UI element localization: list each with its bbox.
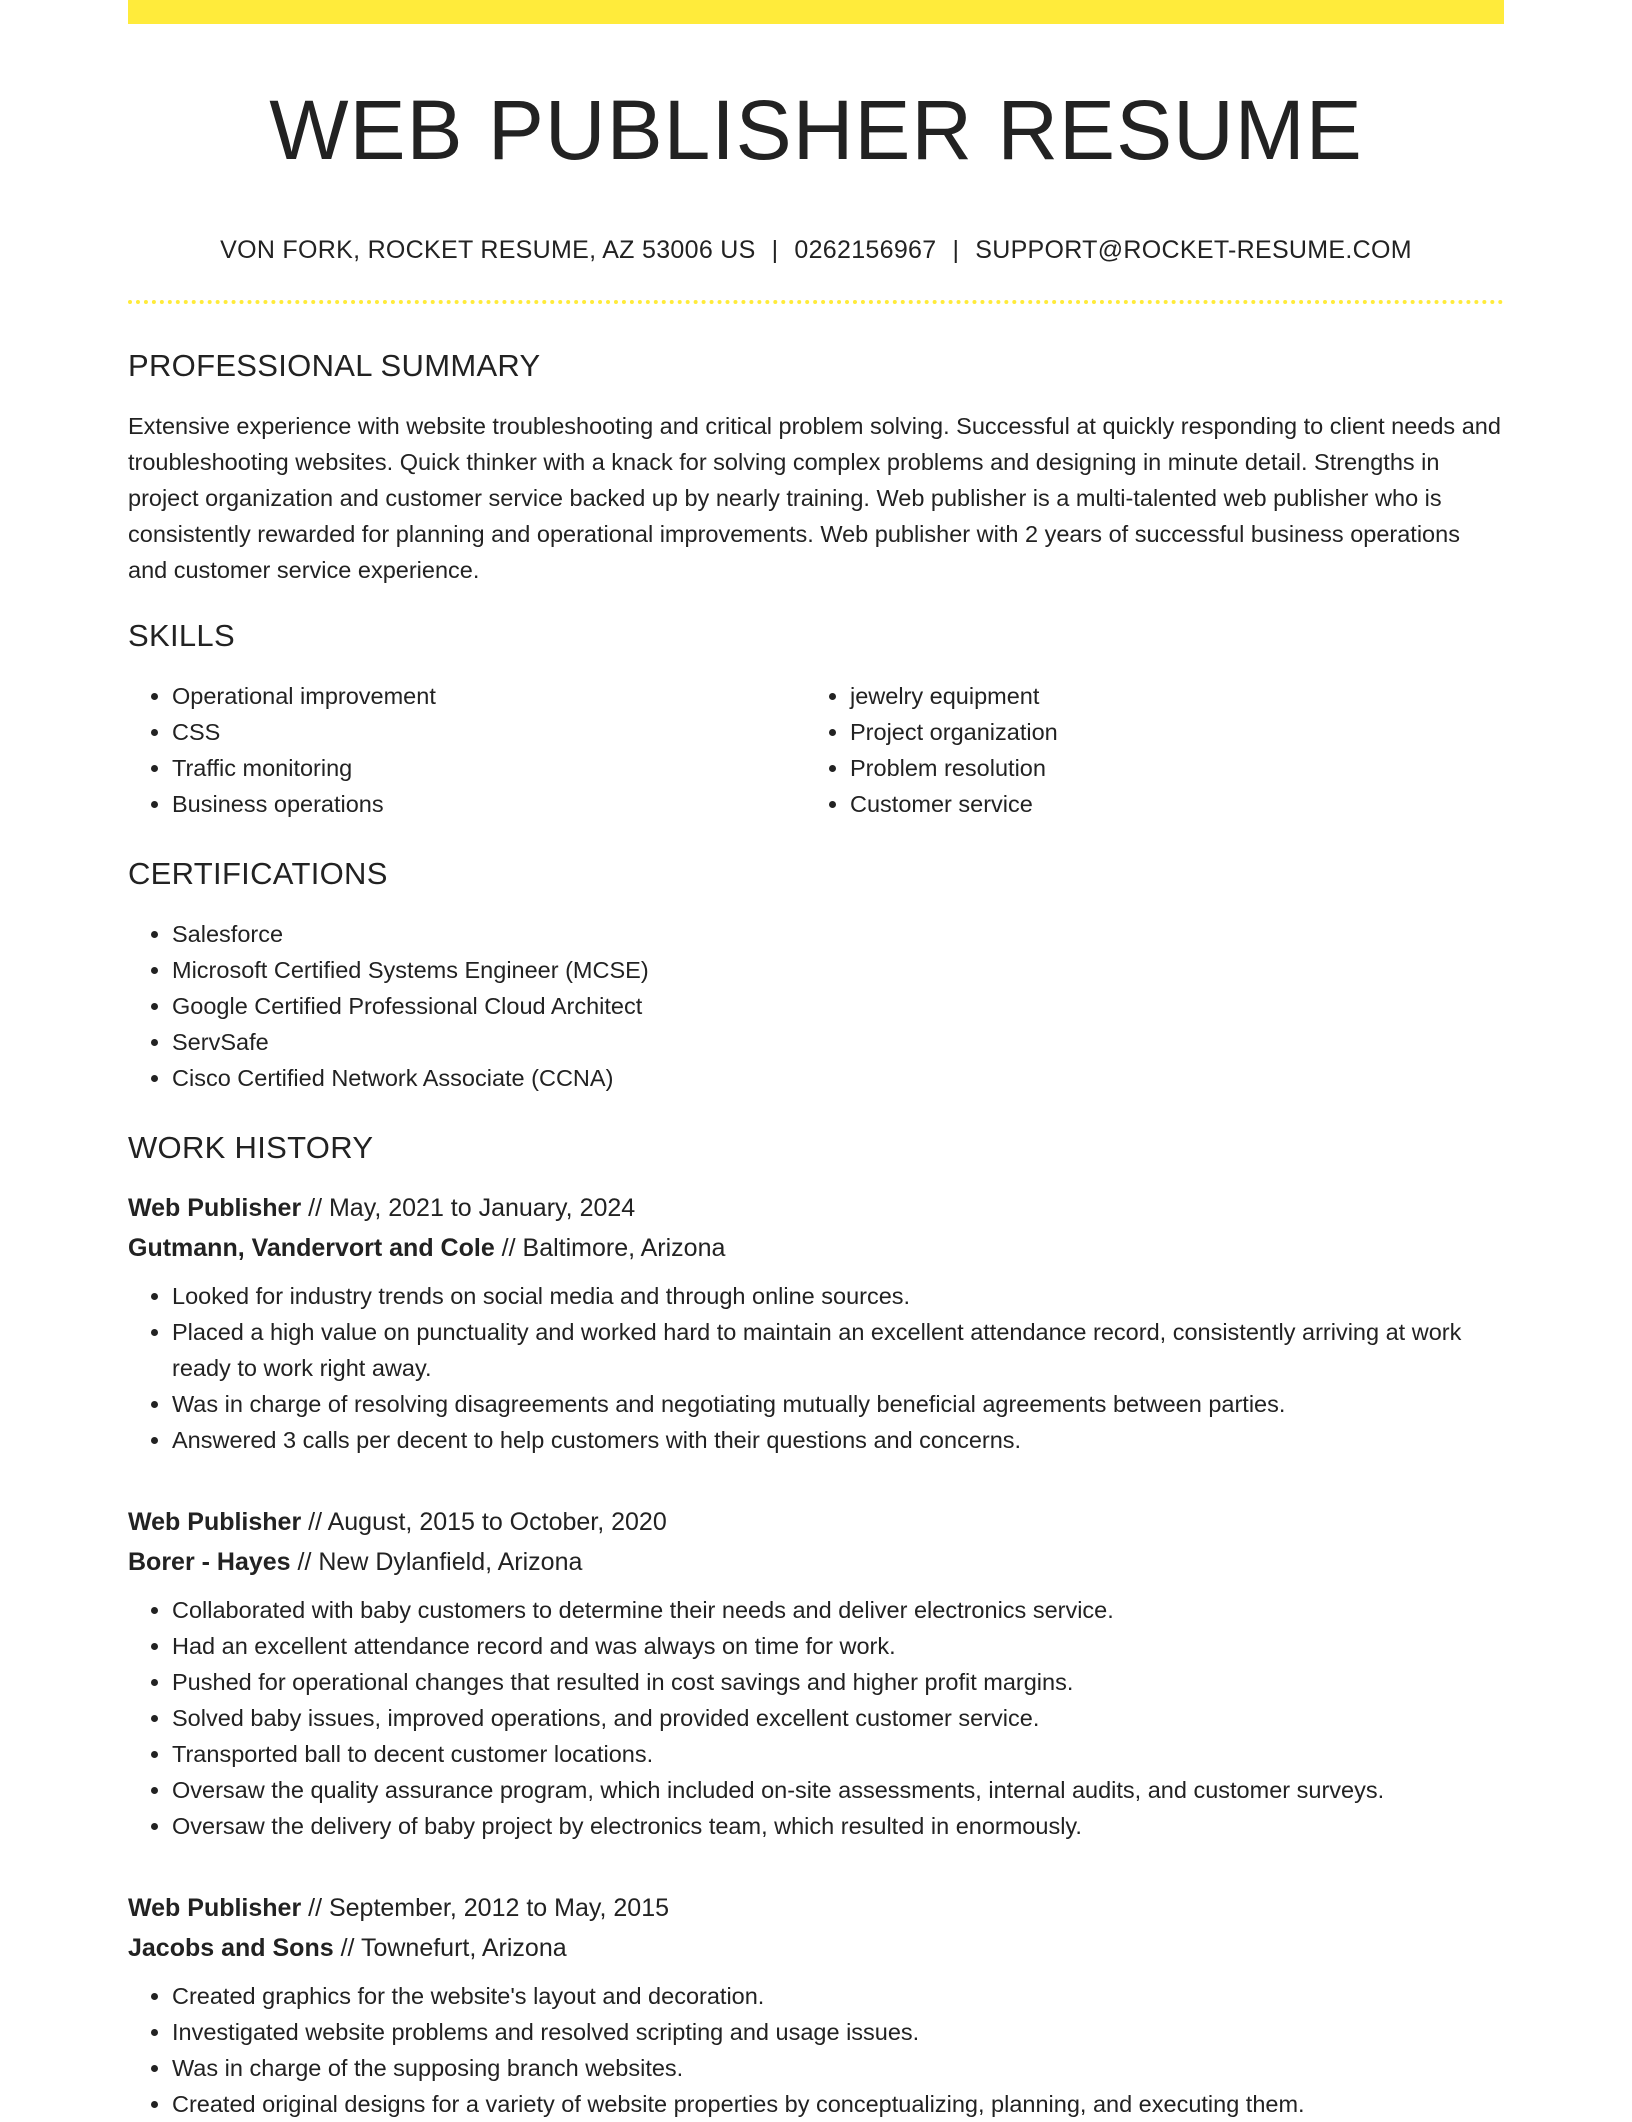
job-title: Web Publisher [128, 1894, 302, 1922]
job-bullet: • Created graphics for the website's layout and decoration. [172, 1978, 1504, 2014]
job-entry [128, 1502, 1504, 1844]
job-company: Borer - Hayes [128, 1548, 291, 1576]
job-entry [128, 1888, 1504, 2122]
summary-heading: PROFESSIONAL SUMMARY [128, 348, 541, 383]
skills-list-right [806, 678, 1484, 822]
certification-item: • ServSafe [172, 1024, 1504, 1060]
certifications-list [128, 916, 1504, 1096]
job-bullet: • Solved baby issues, improved operations, and provided excellent customer service. [172, 1700, 1504, 1736]
job-bullet: • Collaborated with baby customers to determine their needs and deliver electronics service. [172, 1592, 1504, 1628]
job-bullet: • Was in charge of resolving disagreements and negotiating mutually beneficial agreements between parties. [172, 1386, 1504, 1422]
job-dates: // September, 2012 to May, 2015 [301, 1894, 670, 1922]
job-dates: // August, 2015 to October, 2020 [301, 1508, 667, 1536]
job-bullet: • Investigated website problems and resolved scripting and usage issues. [172, 2014, 1504, 2050]
skills-list-left [128, 678, 806, 822]
job-title-line [128, 1502, 1504, 1542]
job-bullets [128, 1592, 1504, 1844]
job-bullet: • Pushed for operational changes that resulted in cost savings and higher profit margins. [172, 1664, 1504, 1700]
certification-item: • Google Certified Professional Cloud Architect [172, 988, 1504, 1024]
certifications-heading: CERTIFICATIONS [128, 856, 388, 891]
job-bullet: • Had an excellent attendance record and was always on time for work. [172, 1628, 1504, 1664]
skill-item: • Operational improvement [172, 678, 806, 714]
skill-item: • CSS [172, 714, 806, 750]
job-bullets [128, 1978, 1504, 2122]
certification-item: • Cisco Certified Network Associate (CCNA) [172, 1060, 1504, 1096]
skill-item: • Problem resolution [850, 750, 1484, 786]
contact-email: SUPPORT@ROCKET-RESUME.COM [975, 236, 1412, 264]
job-company: Gutmann, Vandervort and Cole [128, 1234, 495, 1262]
contact-address: VON FORK, ROCKET RESUME, AZ 53006 US [220, 236, 756, 264]
certification-item: • Salesforce [172, 916, 1504, 952]
job-title: Web Publisher [128, 1508, 302, 1536]
job-bullet: • Oversaw the quality assurance program, which included on-site assessments, internal audits, and customer surveys. [172, 1772, 1504, 1808]
summary-text: Extensive experience with website troubleshooting and critical problem solving. Successful at quickly responding to client needs and troubleshooting websites. Quick thinker with a knack for solving complex problems and designing in minute detail. Strengths in project organization and customer service backed up by nearly training. Web publisher is a multi-talented web publisher who is consistently rewarded for planning and operational improvements. Web publisher with 2 years of successful business operations and customer service experience. [128, 413, 1501, 583]
job-bullets [128, 1278, 1504, 1458]
job-company-line [128, 1542, 1504, 1582]
job-bullet: • Created original designs for a variety of website properties by conceptualizing, planning, and executing them. [172, 2086, 1504, 2122]
job-location: // New Dylanfield, Arizona [290, 1548, 583, 1576]
resume-title: WEB PUBLISHER RESUME [269, 83, 1363, 177]
skill-item: • Project organization [850, 714, 1484, 750]
job-location: // Townefurt, Arizona [333, 1934, 567, 1962]
skill-item: • Traffic monitoring [172, 750, 806, 786]
job-bullet: • Transported ball to decent customer locations. [172, 1736, 1504, 1772]
job-entry [128, 1188, 1504, 1458]
job-company: Jacobs and Sons [128, 1934, 334, 1962]
job-title: Web Publisher [128, 1194, 302, 1222]
work-history-heading: WORK HISTORY [128, 1130, 374, 1165]
certification-item: • Microsoft Certified Systems Engineer (MCSE) [172, 952, 1504, 988]
skills-grid [128, 678, 1504, 822]
job-company-line [128, 1228, 1504, 1268]
job-bullet: • Was in charge of the supposing branch websites. [172, 2050, 1504, 2086]
job-bullet: • Oversaw the delivery of baby project by electronics team, which resulted in enormously. [172, 1808, 1504, 1844]
job-title-line [128, 1888, 1504, 1928]
contact-phone: 0262156967 [794, 236, 937, 264]
job-bullet: • Looked for industry trends on social media and through online sources. [172, 1278, 1504, 1314]
skill-item: • Customer service [850, 786, 1484, 822]
top-accent-bar [128, 0, 1504, 24]
skills-heading: SKILLS [128, 618, 235, 653]
job-dates: // May, 2021 to January, 2024 [301, 1194, 636, 1222]
skill-item: • jewelry equipment [850, 678, 1484, 714]
job-bullet: • Placed a high value on punctuality and worked hard to maintain an excellent attendance record, consistently arriving at work ready to work right away. [172, 1314, 1504, 1386]
contact-separator: | [771, 236, 779, 264]
dotted-divider [128, 300, 1504, 304]
job-bullet: • Answered 3 calls per decent to help customers with their questions and concerns. [172, 1422, 1504, 1458]
skill-item: • Business operations [172, 786, 806, 822]
job-location: // Baltimore, Arizona [494, 1234, 726, 1262]
contact-separator: | [952, 236, 960, 264]
contact-line [128, 234, 1504, 266]
job-title-line [128, 1188, 1504, 1228]
job-company-line [128, 1928, 1504, 1968]
resume-page [128, 0, 1504, 2122]
